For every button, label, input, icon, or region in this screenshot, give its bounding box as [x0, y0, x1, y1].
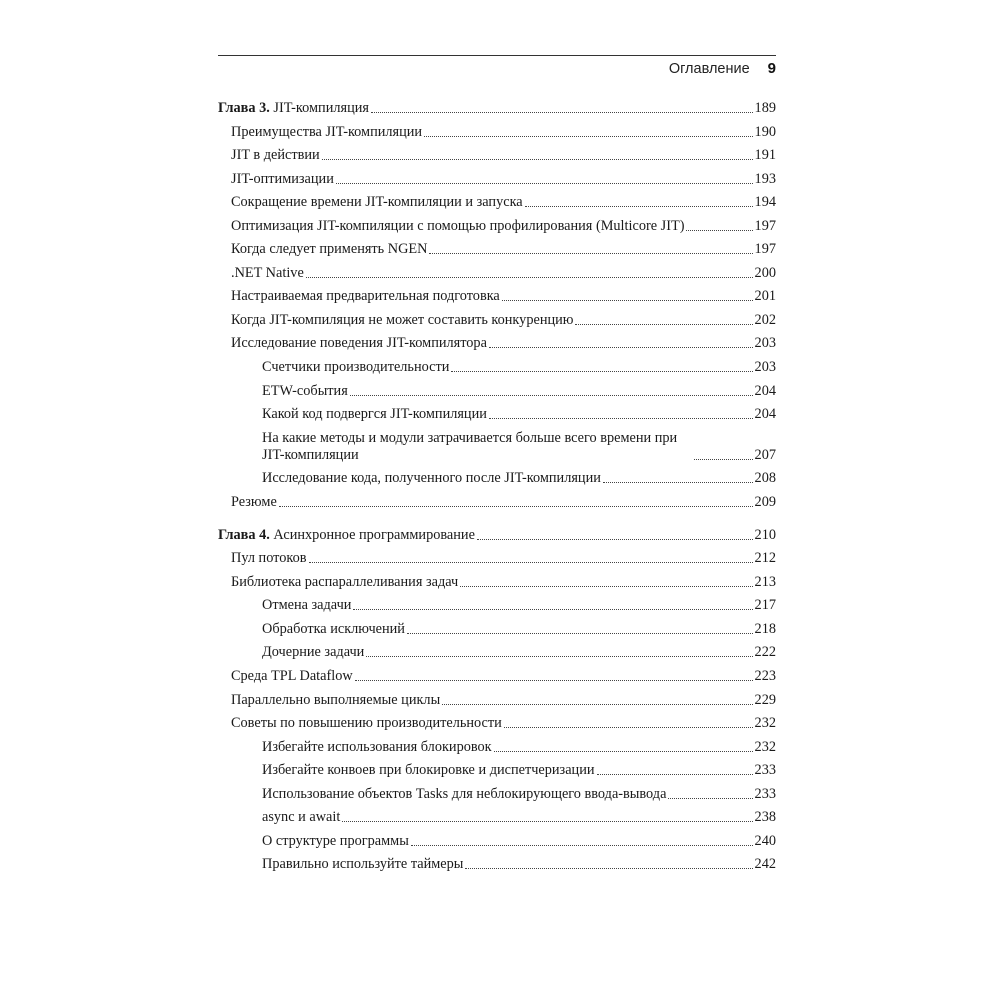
toc-page-number: 233 [754, 762, 776, 779]
toc-entry-title: Исследование поведения JIT-компилятора [231, 335, 487, 352]
toc-entry[interactable] [218, 692, 776, 709]
toc-entry-title: Избегайте конвоев при блокировке и диспетчеризации [262, 762, 595, 779]
toc-subentry[interactable] [218, 762, 776, 779]
toc-entry[interactable] [218, 124, 776, 141]
toc-entry-title: Советы по повышению производительности [231, 715, 502, 732]
dot-leader [465, 868, 752, 869]
toc-subentry[interactable] [218, 809, 776, 826]
dot-leader [597, 774, 753, 775]
toc-entry-title: Обработка исключений [262, 620, 405, 637]
toc-page-number: 203 [754, 335, 776, 352]
dot-leader [371, 112, 753, 113]
toc-entry-title: Резюме [231, 493, 277, 510]
toc-subentry[interactable] [218, 621, 776, 638]
dot-leader [442, 704, 752, 705]
toc-entry-title: Преимущества JIT-компиляции [231, 123, 423, 140]
toc-entry[interactable] [218, 265, 776, 282]
toc-entry-title: Когда JIT-компиляция не может составить конкуренцию [231, 311, 574, 328]
toc-subentry[interactable] [218, 406, 776, 423]
toc-entry[interactable] [218, 312, 776, 329]
toc-entry[interactable] [218, 147, 776, 164]
toc-page-number: 197 [754, 217, 776, 234]
toc-page-number: 189 [754, 100, 776, 116]
toc-entry-title: На какие методы и модули затрачивается больше всего времени при JIT-компиляции [262, 429, 678, 463]
chapter-title: JIT-компиляция [273, 100, 369, 116]
toc-page-number: 203 [754, 359, 776, 376]
toc-subentry[interactable] [218, 430, 776, 464]
toc-page-number: 233 [754, 785, 776, 802]
dot-leader [603, 482, 753, 483]
toc-page-number: 190 [754, 123, 776, 140]
toc-entry[interactable] [218, 218, 776, 235]
toc-entry-title: JIT в действии [231, 147, 320, 164]
dot-leader [355, 680, 753, 681]
dot-leader [353, 609, 752, 610]
toc-page-number: 201 [754, 288, 776, 305]
dot-leader [279, 506, 753, 507]
dot-leader [322, 159, 753, 160]
toc-entry[interactable] [218, 550, 776, 567]
toc-entry[interactable] [218, 574, 776, 591]
dot-leader [494, 751, 753, 752]
toc-page-number: 204 [754, 382, 776, 399]
dot-leader [460, 586, 752, 587]
toc-entry-title: Оптимизация JIT-компиляции с помощью профилирования (Multicore JIT) [231, 217, 685, 234]
toc-entry-title: Избегайте использования блокировок [262, 738, 492, 755]
running-head-title: Оглавление [668, 61, 750, 77]
dot-leader [575, 324, 752, 325]
toc-entry-title: Дочерние задачи [262, 644, 365, 661]
toc-entry[interactable] [218, 494, 776, 511]
toc-page-number: 232 [754, 738, 776, 755]
toc-entry-title: JIT-оптимизации [231, 170, 334, 187]
table-of-contents [218, 100, 776, 880]
toc-entry-title: Счетчики производительности [262, 359, 450, 376]
toc-entry-title: Отмена задачи [262, 597, 352, 614]
toc-entry[interactable] [218, 715, 776, 732]
toc-entry[interactable] [218, 335, 776, 352]
page-number: 9 [767, 60, 776, 77]
toc-chapter-4[interactable] [218, 527, 776, 544]
toc-page-number: 191 [754, 147, 776, 164]
toc-entry[interactable] [218, 288, 776, 305]
running-head [669, 60, 776, 77]
toc-subentry[interactable] [218, 786, 776, 803]
toc-page-number: 217 [754, 597, 776, 614]
toc-subentry[interactable] [218, 597, 776, 614]
toc-subentry[interactable] [218, 644, 776, 661]
toc-subentry[interactable] [218, 359, 776, 376]
toc-page-number: 213 [754, 573, 776, 590]
dot-leader [489, 347, 753, 348]
toc-page-number: 204 [754, 406, 776, 423]
dot-leader [525, 206, 753, 207]
toc-page-number: 202 [754, 311, 776, 328]
toc-entry-title: Параллельно выполняемые циклы [231, 691, 441, 708]
toc-page-number: 242 [754, 856, 776, 873]
dot-leader [451, 371, 752, 372]
dot-leader [477, 539, 753, 540]
toc-entry-title: Библиотека распараллеливания задач [231, 573, 459, 590]
toc-page-number: 210 [754, 526, 776, 543]
toc-entry-title: .NET Native [231, 264, 304, 281]
toc-entry[interactable] [218, 194, 776, 211]
toc-entry-title: Правильно используйте таймеры [262, 856, 464, 873]
dot-leader [424, 136, 752, 137]
toc-entry-title: Исследование кода, полученного после JIT-компиляции [262, 470, 601, 487]
dot-leader [504, 727, 753, 728]
toc-subentry[interactable] [218, 833, 776, 850]
toc-entry[interactable] [218, 171, 776, 188]
toc-page-number: 209 [754, 493, 776, 510]
dot-leader [366, 656, 752, 657]
toc-chapter-3[interactable] [218, 100, 776, 117]
toc-page-number: 197 [754, 241, 776, 258]
toc-page-number: 207 [754, 446, 776, 463]
toc-page-number: 194 [754, 194, 776, 211]
toc-entry-title: О структуре программы [262, 832, 409, 849]
toc-entry-title: Настраиваемая предварительная подготовка [231, 288, 500, 305]
dot-leader [336, 183, 753, 184]
toc-entry-title: Когда следует применять NGEN [231, 241, 428, 258]
toc-entry-title: async и await [262, 809, 341, 826]
dot-leader [411, 845, 753, 846]
dot-leader [342, 821, 752, 822]
toc-entry[interactable] [218, 668, 776, 685]
toc-page-number: 208 [754, 470, 776, 487]
toc-subentry[interactable] [218, 856, 776, 873]
dot-leader [350, 395, 753, 396]
dot-leader [668, 798, 752, 799]
chapter-label: Глава 3. [218, 100, 270, 116]
toc-subentry[interactable] [218, 739, 776, 756]
dot-leader [686, 230, 752, 231]
dot-leader [429, 253, 752, 254]
toc-page-number: 222 [754, 644, 776, 661]
dot-leader [502, 300, 753, 301]
dot-leader [694, 459, 753, 460]
toc-entry-title: Какой код подвергся JIT-компиляции [262, 406, 487, 423]
toc-entry-title: Использование объектов Tasks для неблокирующего ввода-вывода [262, 785, 667, 802]
toc-page-number: 238 [754, 809, 776, 826]
toc-entry-title: Сокращение времени JIT-компиляции и запуска [231, 194, 523, 211]
dot-leader [407, 633, 753, 634]
toc-entry-title: Пул потоков [231, 550, 307, 567]
toc-page-number: 240 [754, 832, 776, 849]
chapter-title: Асинхронное программирование [273, 526, 475, 543]
toc-page-number: 212 [754, 550, 776, 567]
toc-page-number: 200 [754, 264, 776, 281]
toc-subentry[interactable] [218, 383, 776, 400]
toc-page-number: 218 [754, 620, 776, 637]
toc-page-number: 232 [754, 715, 776, 732]
toc-page-number: 229 [754, 691, 776, 708]
toc-subentry[interactable] [218, 470, 776, 487]
toc-page-number: 223 [754, 668, 776, 685]
dot-leader [306, 277, 753, 278]
toc-entry[interactable] [218, 241, 776, 258]
toc-entry-title: Среда TPL Dataflow [231, 668, 353, 685]
dot-leader [309, 562, 753, 563]
chapter-label: Глава 4. [218, 526, 270, 543]
toc-entry-title: ETW-события [262, 382, 348, 399]
dot-leader [489, 418, 753, 419]
header-rule [218, 55, 776, 56]
toc-page-number: 193 [754, 170, 776, 187]
